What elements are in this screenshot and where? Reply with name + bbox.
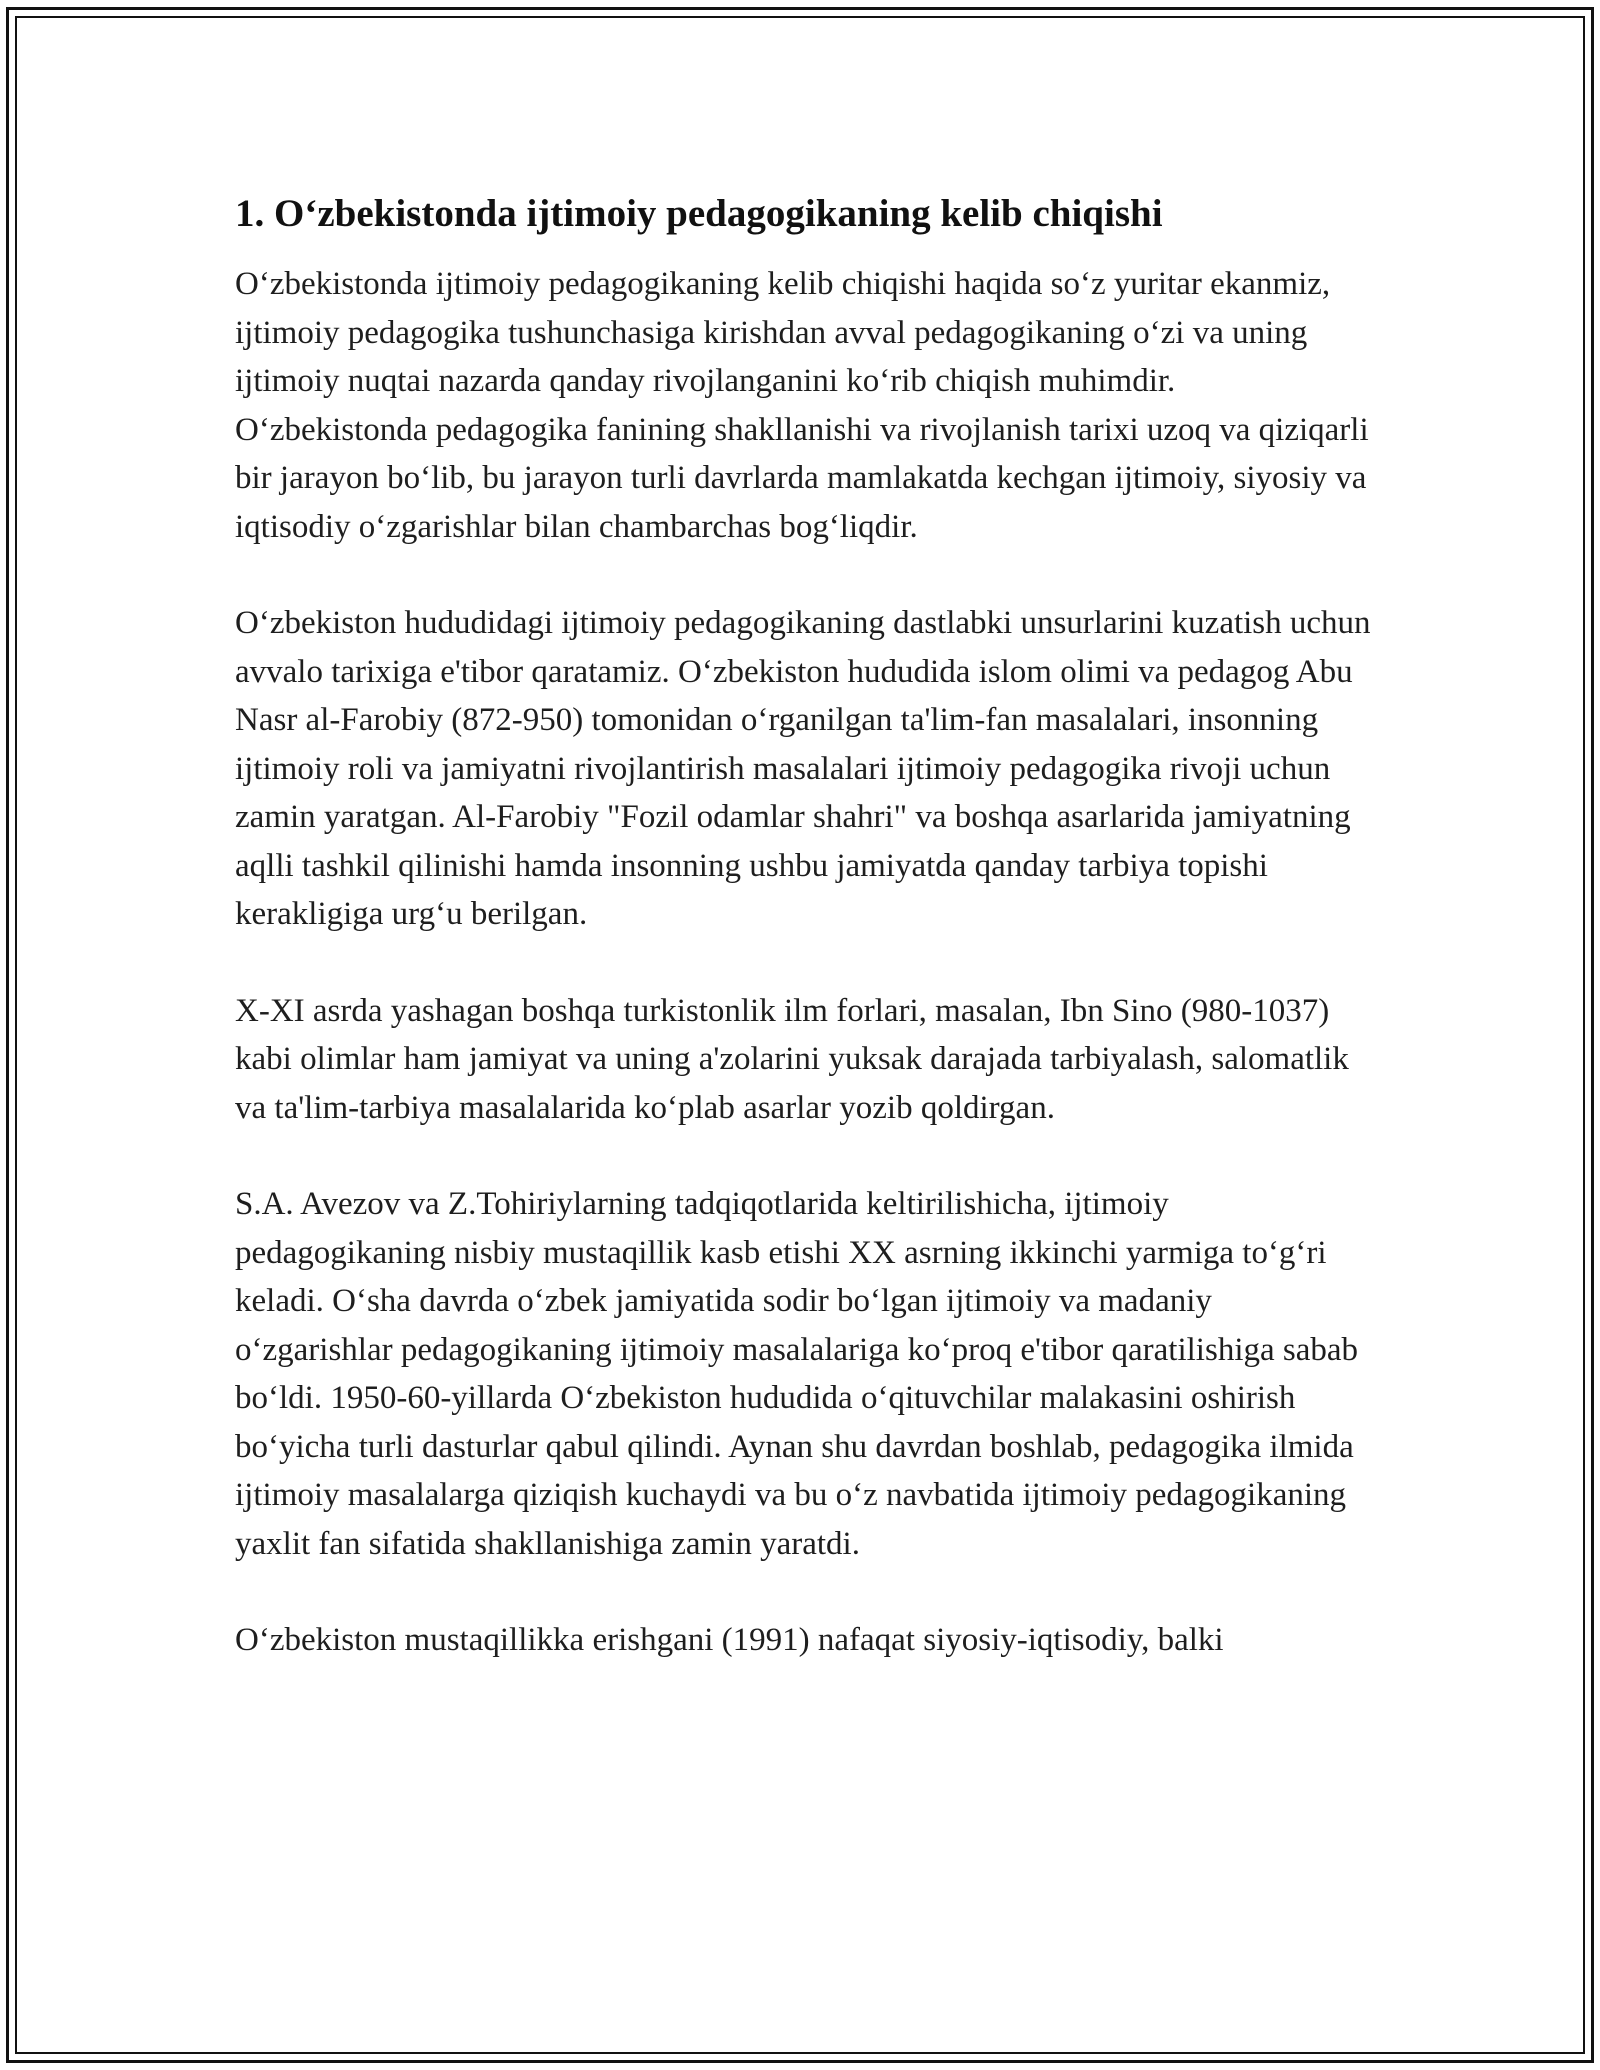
paragraph-intro: O‘zbekistonda ijtimoiy pedagogikaning kelib chiqishi haqida so‘z yuritar ekanmiz, ijtimoiy pedagogika tushunchasiga kirishdan avval pedagogikaning o‘zi va uning ijtimoiy nuqtai nazarda qanday rivojlanganini ko‘rib chiqish muhimdir. O‘zbekistonda pedagogika fanining shakllanishi va rivojlanish tarixi uzoq va qiziqarli bir jarayon bo‘lib, bu jarayon turli davrlarda mamlakatda kechgan ijtimoiy, siyosiy va iqtisodiy o‘zgarishlar bilan chambarchas bog‘liqdir. [235, 266, 1369, 545]
paragraph-ibn-sino: X-XI asrda yashagan boshqa turkistonlik ilm forlari, masalan, Ibn Sino (980-1037) kabi olimlar ham jamiyat va uning a'zolarini yuksak darajada tarbiyalash, salomatlik va ta'lim-tarbiya masalalarida ko‘plab asarlar yozib qoldirgan. [235, 992, 1349, 1126]
paragraph-xx-century: S.A. Avezov va Z.Tohiriylarning tadqiqotlarida keltirilishicha, ijtimoiy pedagogikaning nisbiy mustaqillik kasb etishi XX asrning ikkinchi yarmiga to‘g‘ri keladi. O‘sha davrda o‘zbek jamiyatida sodir bo‘lgan ijtimoiy va madaniy o‘zgarishlar pedagogikaning ijtimoiy masalalariga ko‘proq e'tibor qaratilishiga sabab bo‘ldi. 1950-60-yillarda O‘zbekiston hududida o‘qituvchilar malakasini oshirish bo‘yicha turli dasturlar qabul qilindi. Aynan shu davrdan boshlab, pedagogika ilmida ijtimoiy masalalarga qiziqish kuchaydi va bu o‘z navbatida ijtimoiy pedagogikaning yaxlit fan sifatida shakllanishiga zamin yaratdi. [235, 1186, 1359, 1562]
paragraph-independence: O‘zbekiston mustaqillikka erishgani (1991) nafaqat siyosiy-iqtisodiy, balki [235, 1622, 1224, 1658]
paragraph-farobiy: O‘zbekiston hududidagi ijtimoiy pedagogikaning dastlabki unsurlarini kuzatish uchun avvalo tarixiga e'tibor qaratamiz. O‘zbekiston hududida islom olimi va pedagog Abu Nasr al-Farobiy (872-950) tomonidan o‘rganilgan ta'lim-fan masalalari, insonning ijtimoiy roli va jamiyatni rivojlantirish masalalari ijtimoiy pedagogika rivoji uchun zamin yaratgan. Al-Farobiy "Fozil odamlar shahri" va boshqa asarlarida jamiyatning aqlli tashkil qilinishi hamda insonning ushbu jamiyatda qanday tarbiya topishi kerakligiga urg‘u berilgan. [235, 605, 1371, 932]
document-body [235, 188, 1375, 1713]
section-heading: 1. O‘zbekistonda ijtimoiy pedagogikaning kelib chiqishi [235, 192, 1163, 235]
